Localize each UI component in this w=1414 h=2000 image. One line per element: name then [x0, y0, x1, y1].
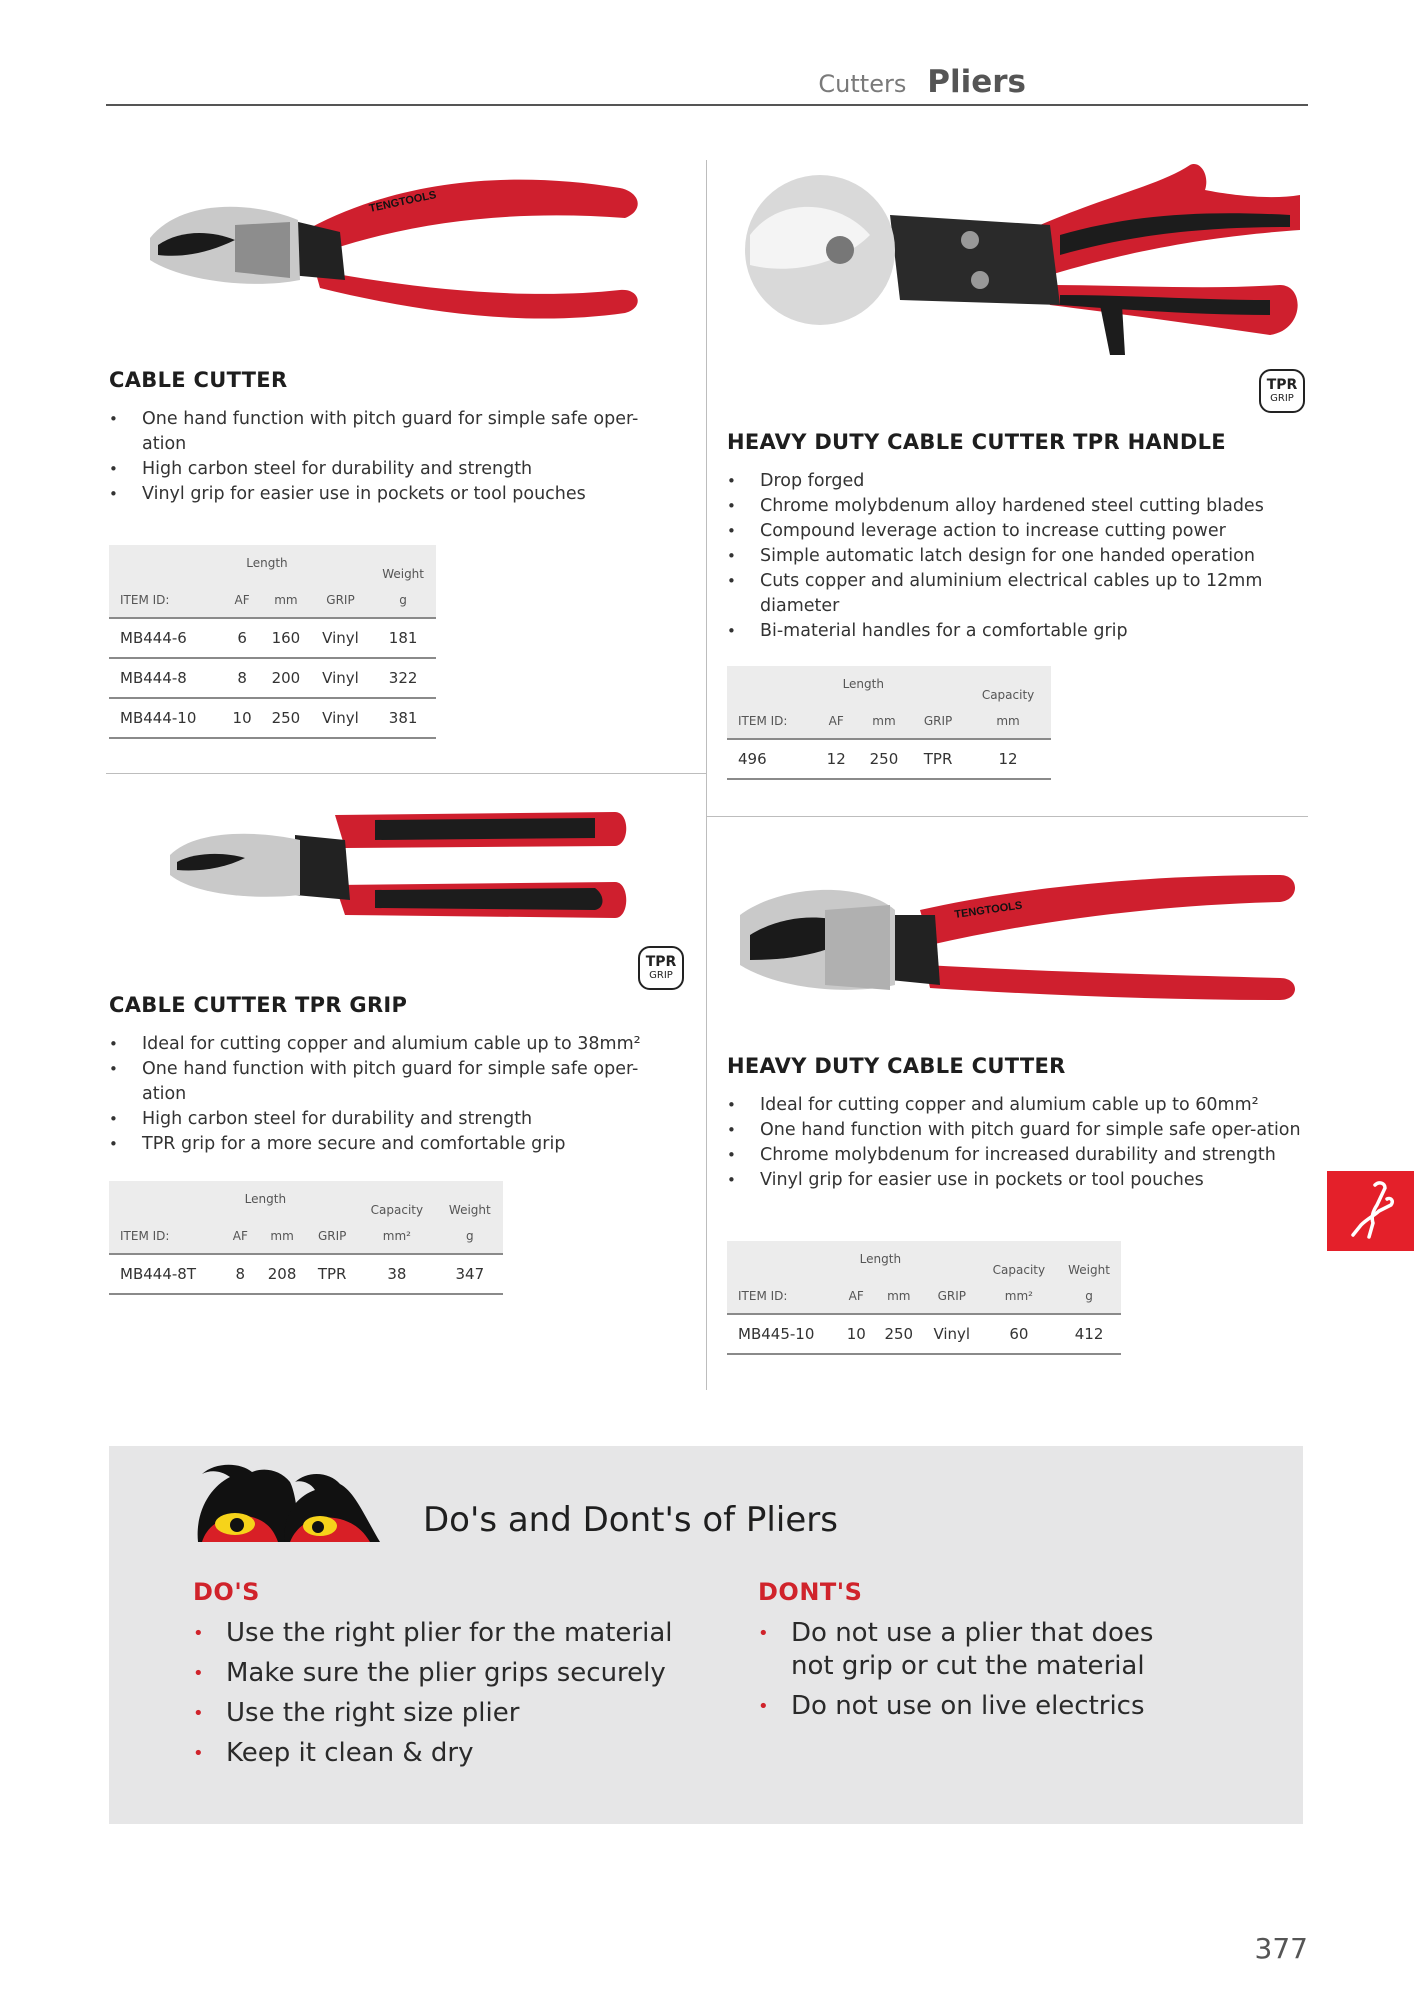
feature-item: • Vinyl grip for easier use in pockets or tool pouches — [727, 1168, 1302, 1193]
dos-item: • Keep it clean & dry — [193, 1737, 693, 1770]
feature-item: • One hand function with pitch guard for simple safe oper-ation — [109, 1057, 654, 1107]
spec-table — [727, 666, 1051, 780]
feature-item: • Cuts copper and aluminium electrical cables up to 12mm diameter — [727, 569, 1302, 619]
dos-heading: DO'S — [193, 1578, 260, 1606]
feature-item: • Compound leverage action to increase cutting power — [727, 519, 1302, 544]
item-id-cell: MB444-8 — [109, 658, 223, 698]
feature-list — [727, 469, 1302, 644]
svg-text:TENGTOOLS: TENGTOOLS — [368, 189, 438, 215]
capacity-unit-header: mm² — [357, 1219, 436, 1254]
dos-item: • Use the right size plier — [193, 1697, 693, 1730]
item-id-cell: 496 — [727, 739, 816, 779]
donts-heading: DONT'S — [758, 1578, 863, 1606]
item-id-cell: MB444-8T — [109, 1254, 224, 1294]
grip-cell: Vinyl — [311, 658, 370, 698]
length-group-header: Length — [246, 556, 288, 570]
length-cell: 250 — [875, 1314, 923, 1354]
spec-table — [109, 1181, 503, 1295]
af-header: AF — [838, 1279, 875, 1314]
af-cell: 8 — [223, 658, 261, 698]
weight-header: Weight — [448, 1203, 491, 1217]
feature-item: • Chrome molybdenum for increased durability and strength — [727, 1143, 1302, 1168]
feature-item: • Drop forged — [727, 469, 1302, 494]
af-cell: 10 — [223, 698, 261, 738]
grip-header: GRIP — [911, 704, 965, 739]
feature-item: • Vinyl grip for easier use in pockets or tool pouches — [109, 482, 654, 507]
capacity-header: Capacity — [370, 1203, 424, 1217]
cable-cutter-image — [140, 160, 650, 340]
item-id-header: ITEM ID: — [727, 1279, 838, 1314]
item-id-cell: MB444-6 — [109, 618, 223, 658]
grip-cell: TPR — [307, 1254, 357, 1294]
item-id-header: ITEM ID: — [109, 1219, 224, 1254]
weight-unit-header: g — [437, 1219, 503, 1254]
length-group-header: Length — [842, 677, 884, 691]
capacity-header: Capacity — [992, 1263, 1046, 1277]
spec-table — [727, 1241, 1121, 1355]
length-cell: 250 — [261, 698, 311, 738]
af-cell: 10 — [838, 1314, 875, 1354]
table-row — [727, 1314, 1121, 1354]
af-cell: 12 — [816, 739, 857, 779]
length-cell: 208 — [257, 1254, 307, 1294]
af-cell: 8 — [224, 1254, 257, 1294]
table-row — [109, 618, 436, 658]
weight-cell: 347 — [437, 1254, 503, 1294]
grip-header: GRIP — [307, 1219, 357, 1254]
category-label: Pliers — [927, 64, 1026, 100]
grip-header: GRIP — [311, 583, 370, 618]
dos-item: • Use the right plier for the material — [193, 1617, 693, 1650]
feature-item: • Chrome molybdenum alloy hardened steel cutting blades — [727, 494, 1302, 519]
weight-cell: 322 — [370, 658, 436, 698]
feature-list — [109, 1032, 654, 1157]
cable-cutter-tpr-image — [165, 800, 635, 940]
pliers-section-tab[interactable] — [1327, 1171, 1414, 1251]
grip-cell: TPR — [911, 739, 965, 779]
donts-item: • Do not use on live electrics — [758, 1690, 1158, 1723]
feature-item: • Bi-material handles for a comfortable grip — [727, 619, 1302, 644]
table-row — [109, 1254, 503, 1294]
feature-item: • One hand function with pitch guard for simple safe oper-ation — [727, 1118, 1302, 1143]
feature-item: • Ideal for cutting copper and alumium cable up to 38mm² — [109, 1032, 654, 1057]
weight-unit-header: g — [370, 583, 436, 618]
product-title: CABLE CUTTER TPR GRIP — [109, 993, 408, 1017]
weight-unit-header: g — [1057, 1279, 1121, 1314]
weight-cell: 412 — [1057, 1314, 1121, 1354]
weight-cell: 181 — [370, 618, 436, 658]
spec-table — [109, 545, 436, 739]
af-header: AF — [223, 583, 261, 618]
feature-item: • TPR grip for a more secure and comfortable grip — [109, 1132, 654, 1157]
feature-item: • High carbon steel for durability and strength — [109, 1107, 654, 1132]
dos-item: • Make sure the plier grips securely — [193, 1657, 693, 1690]
capacity-header: Capacity — [981, 688, 1035, 702]
capacity-unit-header: mm — [965, 704, 1051, 739]
donts-list — [758, 1617, 1158, 1730]
weight-header: Weight — [1068, 1263, 1110, 1277]
length-group-header: Length — [244, 1192, 287, 1206]
grip-header: GRIP — [923, 1279, 981, 1314]
row-divider-left — [106, 773, 706, 774]
dos-list — [193, 1617, 693, 1777]
heavy-duty-cable-cutter-image — [730, 860, 1300, 1020]
tpr-grip-badge: TPR GRIP — [1259, 369, 1305, 413]
length-group-header: Length — [859, 1252, 902, 1266]
row-divider-right — [706, 816, 1308, 817]
af-cell: 6 — [223, 618, 261, 658]
header-rule — [106, 104, 1308, 106]
length-cell: 250 — [857, 739, 911, 779]
af-header: AF — [816, 704, 857, 739]
heavy-duty-tpr-cutter-image — [730, 155, 1310, 355]
item-id-cell: MB444-10 — [109, 698, 223, 738]
mm-header: mm — [875, 1279, 923, 1314]
table-row — [109, 698, 436, 738]
grip-cell: Vinyl — [311, 618, 370, 658]
length-cell: 200 — [261, 658, 311, 698]
weight-cell: 381 — [370, 698, 436, 738]
feature-list — [727, 1093, 1302, 1193]
capacity-cell: 38 — [357, 1254, 436, 1294]
donts-item: • Do not use a plier that does not grip or cut the material — [758, 1617, 1158, 1683]
grip-cell: Vinyl — [923, 1314, 981, 1354]
feature-item: • High carbon steel for durability and strength — [109, 457, 654, 482]
feature-item: • One hand function with pitch guard for simple safe oper-ation — [109, 407, 654, 457]
product-title: HEAVY DUTY CABLE CUTTER TPR HANDLE — [727, 430, 1226, 454]
svg-text:TENGTOOLS: TENGTOOLS — [953, 899, 1024, 921]
table-row — [109, 658, 436, 698]
af-header: AF — [224, 1219, 257, 1254]
mm-header: mm — [857, 704, 911, 739]
feature-item: • Simple automatic latch design for one handed operation — [727, 544, 1302, 569]
length-cell: 160 — [261, 618, 311, 658]
capacity-unit-header: mm² — [981, 1279, 1057, 1314]
mm-header: mm — [261, 583, 311, 618]
product-title: CABLE CUTTER — [109, 368, 288, 392]
grip-cell: Vinyl — [311, 698, 370, 738]
product-title: HEAVY DUTY CABLE CUTTER — [727, 1054, 1066, 1078]
page-number: 377 — [1254, 1932, 1308, 1965]
tpr-grip-badge: TPR GRIP — [638, 946, 684, 990]
dos-donts-title: Do's and Dont's of Pliers — [423, 1500, 838, 1540]
page-header — [818, 64, 1026, 100]
column-divider — [706, 160, 707, 1390]
pliers-icon — [1327, 1171, 1414, 1251]
feature-list — [109, 407, 654, 507]
section-label: Cutters — [818, 70, 907, 98]
item-id-header: ITEM ID: — [109, 583, 223, 618]
item-id-cell: MB445-10 — [727, 1314, 838, 1354]
table-row — [727, 739, 1051, 779]
feature-item: • Ideal for cutting copper and alumium cable up to 60mm² — [727, 1093, 1302, 1118]
capacity-cell: 60 — [981, 1314, 1057, 1354]
devil-mascot-icon — [190, 1462, 385, 1542]
mm-header: mm — [257, 1219, 307, 1254]
weight-header: Weight — [382, 567, 424, 581]
capacity-cell: 12 — [965, 739, 1051, 779]
item-id-header: ITEM ID: — [727, 704, 816, 739]
